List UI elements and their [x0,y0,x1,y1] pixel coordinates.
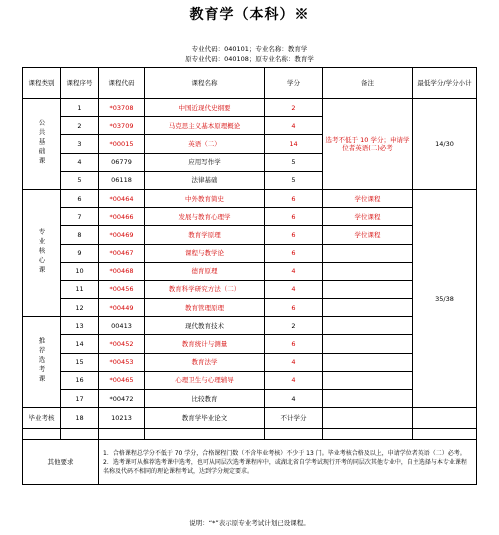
header-credit: 学分 [265,68,323,99]
other-requirements-text: 1．合格课程总学分不低于 70 学分，合格课程门数（不含毕业考核）不少于 13 门。毕业考核合格及以上，申请学位者英语（二）必考。 2．选考课可从推荐选考课中选考，也可从同层次选考课程库中，或湖北省自学考试现行开考的同层次其他专业中，自主选择与本专业课程名称及代码不相同的理论课程考试，达到学分规定要求。 [99,440,477,485]
table-cell: 学位课程 [323,189,413,207]
table-row [23,262,477,280]
table-row [23,317,477,335]
table-cell [323,244,413,262]
table-cell: 4 [265,390,323,408]
course-table [22,67,477,485]
page-title: 教育学（本科）※ [189,7,310,23]
table-cell: 英语（二） [145,135,265,153]
original-major-code-line: 原专业代码：040108；原专业名称：教育学 [185,55,314,63]
table-cell: 8 [61,226,99,244]
table-cell: 学位课程 [323,208,413,226]
table-cell [61,429,99,440]
table-cell: 中外教育简史 [145,189,265,207]
table-cell: 13 [61,317,99,335]
header-remark: 备注 [323,68,413,99]
table-cell: 10 [61,262,99,280]
table-cell: 5 [61,171,99,189]
table-cell: 6 [265,335,323,353]
table-cell: *00468 [99,262,145,280]
table-cell: 6 [61,189,99,207]
table-cell: *00469 [99,226,145,244]
group-public-subtotal: 14/30 [413,99,477,190]
table-cell [323,353,413,371]
header-min-credit: 最低学分/学分小计 [413,68,477,99]
table-cell: 6 [265,208,323,226]
table-cell: 2 [61,117,99,135]
table-cell [413,408,477,429]
table-cell: *03708 [99,99,145,117]
header-category: 课程类别 [23,68,61,99]
table-row [23,390,477,408]
table-cell [323,317,413,335]
table-row [23,99,477,117]
table-cell: 12 [61,299,99,317]
table-row [23,189,477,207]
table-cell: 9 [61,244,99,262]
table-cell: 4 [265,117,323,135]
table-cell: 17 [61,390,99,408]
table-row [23,371,477,389]
table-cell: *00015 [99,135,145,153]
table-cell: 教育学原理 [145,226,265,244]
table-cell: 06779 [99,153,145,171]
group-public-label: 公共基础课 [23,99,61,190]
major-code-line: 专业代码：040101；专业名称：教育学 [191,45,308,53]
table-cell: 4 [61,153,99,171]
table-cell: 16 [61,371,99,389]
table-row [23,299,477,317]
group-core-label: 专业核心课 [23,189,61,316]
table-cell: 4 [265,262,323,280]
table-cell: *00453 [99,353,145,371]
table-cell: 1 [61,99,99,117]
other-requirements-row [23,440,477,485]
table-cell [99,429,145,440]
table-cell: 00413 [99,317,145,335]
header-code: 课程代码 [99,68,145,99]
table-cell [265,429,323,440]
table-cell: 15 [61,353,99,371]
table-cell: 2 [265,99,323,117]
table-cell: 2 [265,317,323,335]
table-cell [323,262,413,280]
table-cell: 教育科学研究方法（二） [145,280,265,298]
table-cell [23,429,61,440]
header-name: 课程名称 [145,68,265,99]
table-cell: 发展与教育心理学 [145,208,265,226]
group-grad-label: 毕业考核 [23,408,61,429]
table-row [23,335,477,353]
table-cell: *00465 [99,371,145,389]
table-cell: 5 [265,171,323,189]
table-cell: 不计学分 [265,408,323,429]
table-cell: 现代教育技术 [145,317,265,335]
table-cell [145,429,265,440]
table-cell: *00449 [99,299,145,317]
table-header-row [23,68,477,99]
table-cell: *00466 [99,208,145,226]
table-row [23,244,477,262]
table-cell: 教育学毕业论文 [145,408,265,429]
table-row [23,353,477,371]
table-cell: 5 [265,153,323,171]
table-row [23,280,477,298]
table-cell: 4 [265,280,323,298]
table-cell: 10213 [99,408,145,429]
table-cell: 教育管理原理 [145,299,265,317]
table-cell [323,335,413,353]
table-cell: 教育统计与测量 [145,335,265,353]
table-cell: 11 [61,280,99,298]
group-public-remark: 选考不低于 10 学分；申请学位者英语(二)必考 [323,99,413,190]
table-cell: *00456 [99,280,145,298]
footnote: 说明：“*”表示原专业考试计划已设课程。 [189,519,310,527]
table-cell [323,408,413,429]
table-cell: 课程与教学论 [145,244,265,262]
table-cell: 马克思主义基本原理概论 [145,117,265,135]
table-cell: 中国近现代史纲要 [145,99,265,117]
table-cell: *00464 [99,189,145,207]
table-cell: 14 [61,335,99,353]
table-row [23,208,477,226]
group-core-subtotal: 35/38 [413,189,477,407]
table-cell [323,429,413,440]
table-cell: *00452 [99,335,145,353]
header-seq: 课程序号 [61,68,99,99]
table-cell: 7 [61,208,99,226]
table-cell: 6 [265,244,323,262]
table-cell: 06118 [99,171,145,189]
table-cell: 14 [265,135,323,153]
table-cell: 法律基础 [145,171,265,189]
table-cell [323,390,413,408]
table-cell [323,280,413,298]
table-cell: 应用写作学 [145,153,265,171]
table-cell: 18 [61,408,99,429]
table-row [23,408,477,429]
table-cell: 4 [265,353,323,371]
table-cell [323,371,413,389]
table-cell [413,429,477,440]
group-elective-label: 推荐选考课 [23,317,61,408]
table-cell: *03709 [99,117,145,135]
table-cell: 学位课程 [323,226,413,244]
table-cell: 教育法学 [145,353,265,371]
table-cell: 德育原理 [145,262,265,280]
other-requirements-label: 其他要求 [23,440,99,485]
table-cell: 比较教育 [145,390,265,408]
table-cell [323,299,413,317]
table-row [23,226,477,244]
table-cell: 6 [265,189,323,207]
table-cell: *00472 [99,390,145,408]
table-cell: 4 [265,371,323,389]
table-cell: 6 [265,226,323,244]
table-row [23,429,477,440]
table-cell: 6 [265,299,323,317]
table-cell: 3 [61,135,99,153]
table-cell: 心理卫生与心理辅导 [145,371,265,389]
table-cell: *00467 [99,244,145,262]
